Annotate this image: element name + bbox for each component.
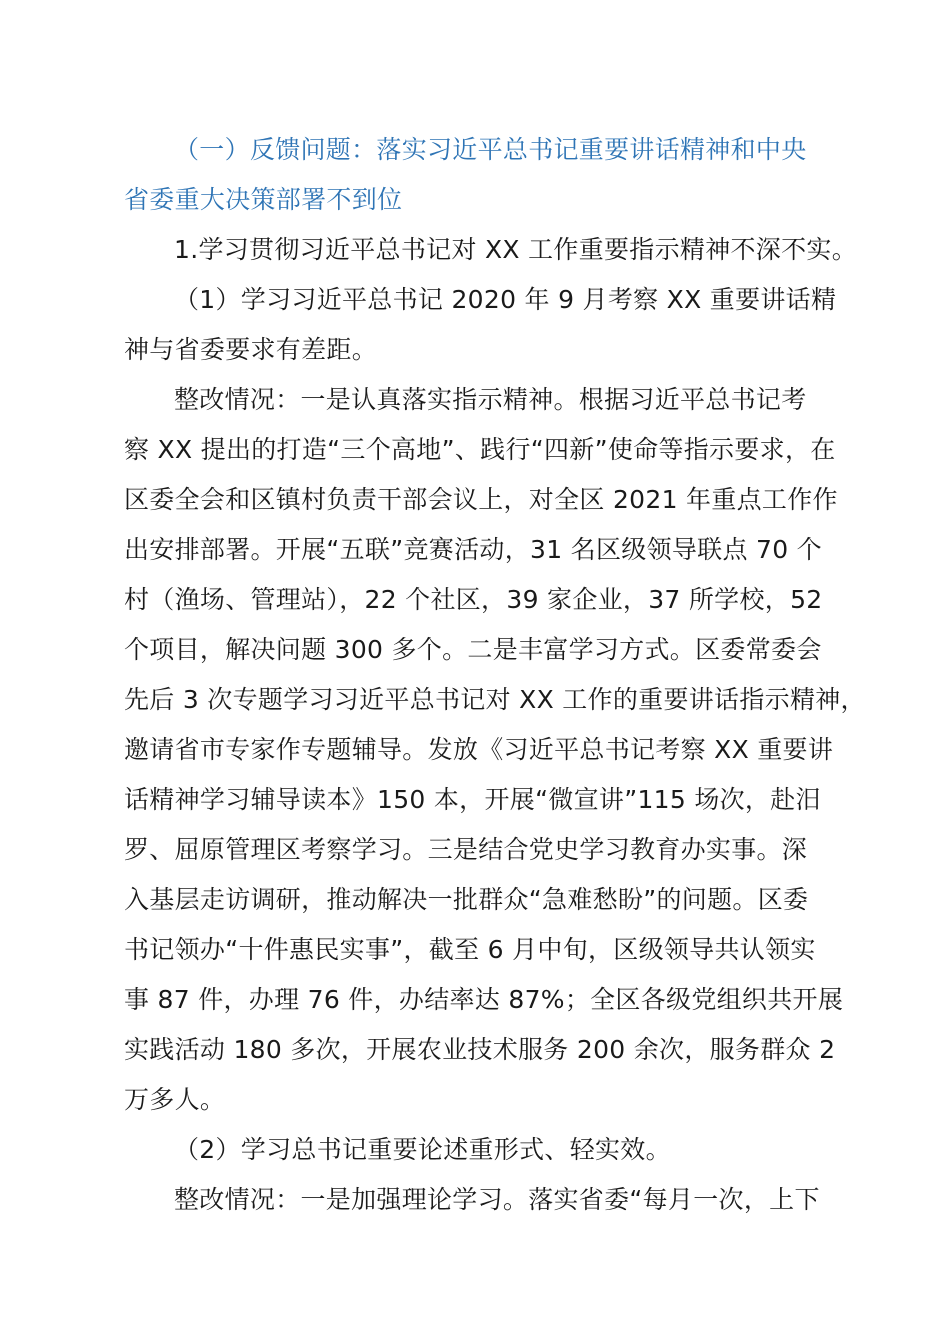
subitem-1-line-2: 神与省委要求有差距。 bbox=[124, 335, 378, 364]
rectification-1-line: 出安排部署。开展“五联”竞赛活动，31 名区级领导联点 70 个 bbox=[124, 535, 822, 564]
rectification-1-line: 察 XX 提出的打造“三个高地”、践行“四新”使命等指示要求，在 bbox=[124, 435, 836, 464]
rectification-1-line: 罗、屈原管理区考察学习。三是结合党史学习教育办实事。深 bbox=[124, 835, 808, 864]
rectification-1-line: 先后 3 次专题学习习近平总书记对 XX 工作的重要讲话指示精神， bbox=[124, 685, 866, 714]
item-1-title: 1.学习贯彻习近平总书记对 XX 工作重要指示精神不深不实。 bbox=[174, 235, 858, 264]
rectification-1-line: 万多人。 bbox=[124, 1085, 226, 1114]
section-heading-line-1: （一）反馈问题：落实习近平总书记重要讲话精神和中央 bbox=[174, 135, 807, 164]
rectification-1-line: 邀请省市专家作专题辅导。发放《习近平总书记考察 XX 重要讲 bbox=[124, 735, 834, 764]
rectification-1-line: 实践活动 180 多次，开展农业技术服务 200 余次，服务群众 2 bbox=[124, 1035, 836, 1064]
rectification-1-line: 事 87 件，办理 76 件，办结率达 87%；全区各级党组织共开展 bbox=[124, 985, 844, 1014]
rectification-2-line-1: 整改情况：一是加强理论学习。落实省委“每月一次，上下 bbox=[174, 1185, 820, 1214]
section-heading-line-2: 省委重大决策部署不到位 bbox=[124, 185, 403, 214]
rectification-1-line: 整改情况：一是认真落实指示精神。根据习近平总书记考 bbox=[174, 385, 807, 414]
rectification-1-line: 书记领办“十件惠民实事”，截至 6 月中旬，区级领导共认领实 bbox=[124, 935, 816, 964]
subitem-1-line-1: （1）学习习近平总书记 2020 年 9 月考察 XX 重要讲话精 bbox=[174, 285, 837, 314]
rectification-1-line: 区委全会和区镇村负责干部会议上，对全区 2021 年重点工作作 bbox=[124, 485, 838, 514]
subitem-2-title: （2）学习总书记重要论述重形式、轻实效。 bbox=[174, 1135, 671, 1164]
rectification-1-line: 入基层走访调研，推动解决一批群众“急难愁盼”的问题。区委 bbox=[124, 885, 809, 914]
rectification-1-line: 个项目，解决问题 300 多个。二是丰富学习方式。区委常委会 bbox=[124, 635, 822, 664]
rectification-1-line: 村（渔场、管理站），22 个社区，39 家企业，37 所学校，52 bbox=[124, 585, 823, 614]
rectification-1-line: 话精神学习辅导读本》150 本，开展“微宣讲”115 场次，赴汨 bbox=[124, 785, 821, 814]
